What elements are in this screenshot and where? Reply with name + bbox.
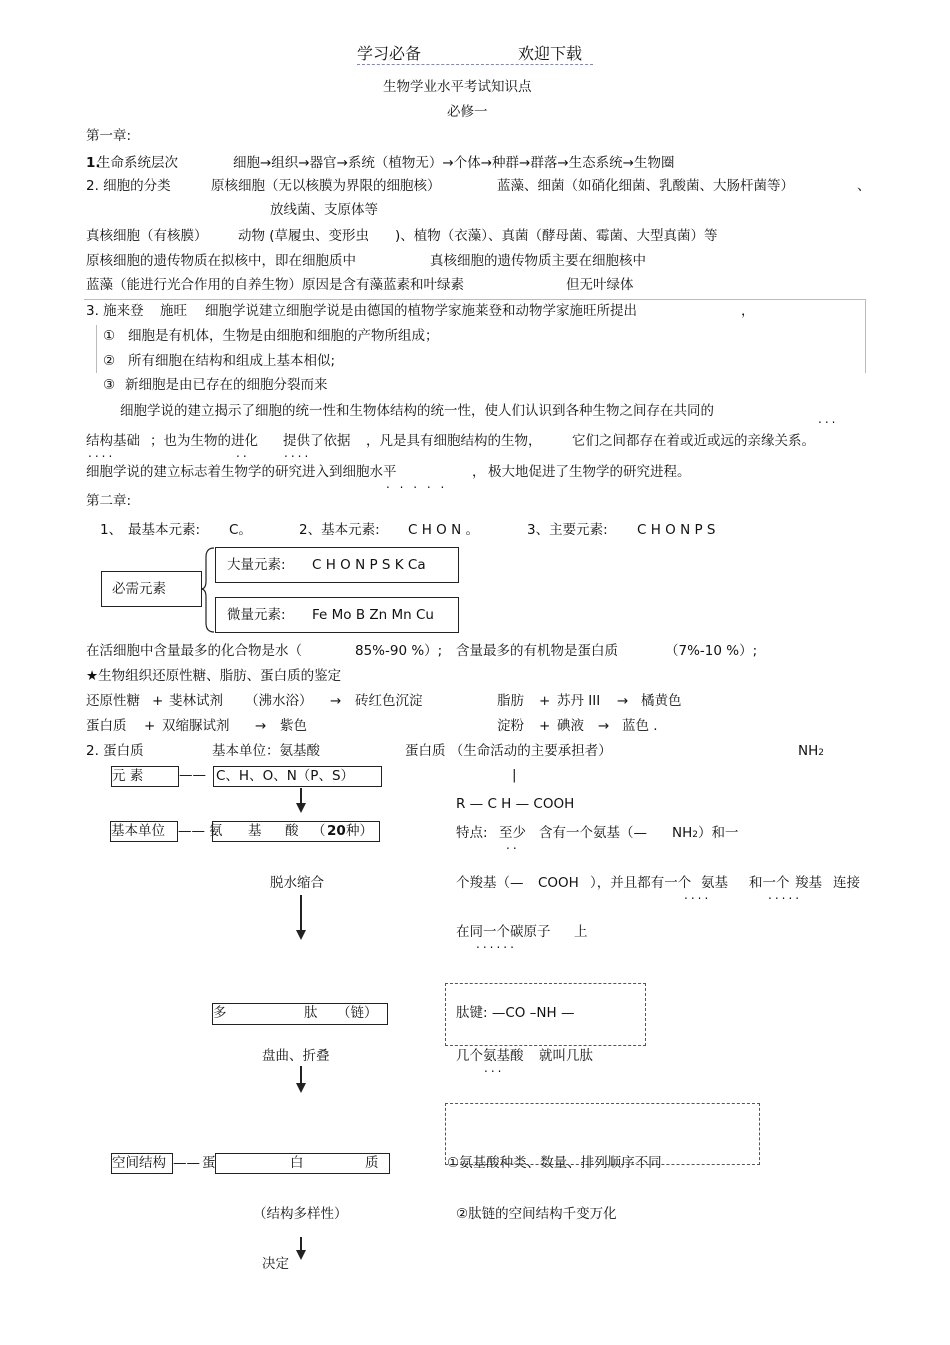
carboxyl-b: COOH [538,875,579,891]
ch1-l6-d: ， [741,303,755,319]
t1-d: （沸水浴） [245,693,313,709]
dehydration-label: 脱水缩合 [270,875,324,891]
t2-c: 双缩脲试剂 [162,718,230,734]
elements-value-box [213,766,382,787]
nh2-text: NH [798,743,819,759]
trace-elements-box [215,597,459,633]
t1-h: + [539,693,551,709]
several-a: 几个氨基酸 [456,1048,524,1064]
trace-elements-label: 微量元素: [227,607,286,623]
ch1-l6-c: 细胞学说建立细胞学说是由德国的植物学家施莱登和动物学家施旺所提出 [205,303,637,319]
ch1-p3-c: 极大地促进了生物学的研究进程。 [488,464,691,480]
carboxyl-g: 连接 [833,875,860,891]
ch1-p2-b: ；也为生物的进化 [150,433,258,449]
t1-g: 脂肪 [497,693,524,709]
major-elements-label: 大量元素: [227,557,286,573]
ch2-e1-c: C。 [229,522,252,538]
ch2-e3-a: 3、主要元素: [527,522,608,538]
chapter-2-heading: 第二章: [86,493,132,509]
ch1-p1: 细胞学说的建立揭示了细胞的统一性和生物体结构的统一性，使人们认识到各种生物之间存在共同的 [120,403,714,419]
unit-val-b: 基 [248,823,262,839]
protein-a: 蛋 [202,1155,216,1171]
prot-a: 2. 蛋白质 [86,743,144,759]
t2-g: + [539,718,551,734]
ch1-p3-b: ， [472,464,486,480]
feature-d [672,825,738,841]
water-d: （7%-10 %）; [665,643,758,659]
t2-h: 碘液 [557,718,584,734]
doc-subtitle: 必修一 [447,104,488,120]
t1-c: 斐林试剂 [169,693,223,709]
table-line-left [96,325,97,373]
table-line-right [865,299,866,373]
feature-c: 含有一个氨基（— [539,825,647,841]
ch1-l3-b: 动物 (草履虫、变形虫 [238,228,370,244]
ch1-l5-a: 蓝藻（能进行光合作用的自养生物）原因是含有藻蓝素和叶绿素 [86,277,464,293]
basic-unit-value-box [209,821,380,842]
ch1-p2-d: ，凡是具有细胞结构的生物， [366,433,542,449]
same-carbon-b: 上 [574,924,588,940]
t1-i: 苏丹 III [557,693,601,709]
reason-2: ②肽链的空间结构千变万化 [456,1206,617,1222]
ch1-l5-b: 但无叶绿体 [566,277,634,293]
t2-e: 紫色 [280,718,307,734]
feature-end: ）和一 [697,825,739,841]
header-left: 学习必备 [357,44,422,63]
protein-c: 质 [365,1155,379,1171]
polypeptide-a: 多 [213,1005,227,1021]
t2-i: → [598,718,610,734]
essential-elements-box [101,571,202,607]
unit-val-e: 20 [327,823,346,839]
ch1-l3-a: 真核细胞（有核膜） [86,228,208,244]
same-carbon-a: 在同一个碳原子 [456,924,551,940]
protein-b: 白 [290,1155,304,1171]
ch1-l3-c: )、植物（衣藻）、真菌（酵母菌、霉菌、大型真菌）等 [395,228,718,244]
ch2-e3-b: C H O N P S [637,522,716,538]
nh2-label [798,743,824,759]
peptide-bond: 肽键: —CO –NH — [456,1005,575,1021]
carboxyl-c: ），并且都有一个 [590,875,692,891]
t2-a: 蛋白质 [86,718,127,734]
ch1-p2-a: 结构基础 [86,433,140,449]
major-elements-box [215,547,459,583]
feature-nh-sub: 2 [692,830,698,840]
basic-unit-box [110,821,178,842]
unit-val-a: 氨 [209,823,223,839]
emphasis-dots: . . . . . [386,477,448,491]
unit-val-d: （ [312,823,326,839]
protein-box [202,1153,390,1174]
arrow-down-icon [296,930,306,940]
several-b: 就叫几肽 [539,1048,593,1064]
header-right: 欢迎下载 [518,44,583,63]
polypeptide-b: 肽 [304,1005,318,1021]
ch1-l6-b: 施旺 [160,303,187,319]
ch2-e2-b: C H O N 。 [408,522,479,538]
water-b: 85%-90 %）; [355,643,443,659]
ch1-item3: 新细胞是由已存在的细胞分裂而来 [125,377,328,393]
t1-j: → [617,693,629,709]
unit-val-c: 酸 [285,823,299,839]
arrow-line [300,1237,302,1251]
amino-formula: R — C H — COOH [456,796,575,812]
basic-unit-dash: —— [178,823,205,839]
ch1-l2-b: 原核细胞（无以核膜为界限的细胞核） [211,178,441,194]
unit-val-f: 种） [346,823,373,839]
prot-b: 基本单位：氨基酸 [212,743,320,759]
formula-bond: | [512,767,517,783]
emphasis-dots: ... [818,412,839,426]
emphasis-dots: .... [88,446,116,460]
ch1-l2-d: 、 [857,178,871,194]
trace-elements-value: Fe Mo B Zn Mn Cu [312,607,434,623]
arrow-down-icon [296,1250,306,1260]
diversity-label: （结构多样性） [253,1206,348,1222]
header-underline [357,64,593,65]
table-line-top [84,299,866,300]
t2-j: 蓝色 . [622,718,658,734]
t1-a: 还原性糖 [86,693,140,709]
ch2-e1-b: 最基本元素: [128,522,201,538]
ch1-item2: 所有细胞在结构和组成上基本相似; [128,353,336,369]
polypeptide-c: （链） [337,1005,378,1021]
reason-1: ①氨基酸种类、数量、排列顺序不同 [447,1155,662,1171]
emphasis-dots: ...... [476,937,517,951]
emphasis-dots: .. [236,446,250,460]
polypeptide-box [212,1003,388,1025]
emphasis-dots: ..... [768,888,803,902]
elements-value: C、H、O、N（P、S） [216,768,355,784]
feature-a: 特点: [456,825,488,841]
arrow-line [300,1066,302,1084]
t2-f: 淀粉 [497,718,524,734]
prot-c: 蛋白质 （生命活动的主要承担者） [405,743,612,759]
ch1-l2-c: 蓝藻、细菌（如硝化细菌、乳酸菌、大肠杆菌等） [497,178,794,194]
feature-nh: NH [672,825,693,841]
emphasis-dots: ... [484,1061,505,1075]
ch1-l4-a: 原核细胞的遗传物质在拟核中，即在细胞质中 [86,253,356,269]
carboxyl-e: 和一个 [749,875,790,891]
feature-b: 至少 [499,825,526,841]
ch2-e2-a: 2、基本元素: [299,522,380,538]
t1-k: 橘黄色 [641,693,682,709]
ch1-l6-a: 3. 施来登 [86,303,144,319]
ch1-p2-e: 它们之间都存在着或近或远的亲缘关系。 [572,433,815,449]
elements-box [111,766,179,787]
spatial-structure-label: 空间结构 [112,1155,166,1171]
ch2-e1-a: 1、 [100,522,123,538]
ch1-p3-a: 细胞学说的建立标志着生物学的研究进入到细胞水平 [86,464,397,480]
essential-elements-label: 必需元素 [112,581,166,597]
ch1-l1-b: 细胞→组织→器官→系统（植物无）→个体→种群→群落→生态系统→生物圈 [233,155,675,171]
t1-f: 砖红色沉淀 [355,693,423,709]
emphasis-dots: .. [506,838,520,852]
t1-e: → [330,693,342,709]
ch1-l2-e: 放线菌、支原体等 [270,202,378,218]
water-c: 含量最多的有机物是蛋白质 [456,643,618,659]
decide-label: 决定 [262,1256,289,1272]
ch1-l1-a: 生命系统层次 [97,155,178,171]
t2-b: + [144,718,156,734]
spatial-dash: —— [173,1155,200,1171]
elements-label: 元 素 [112,768,144,784]
ch1-l1-num: 1. [86,155,101,171]
carboxyl-d: 氨基 [701,875,728,891]
ch1-item3-num: ③ [103,377,116,393]
ch1-l4-b: 真核细胞的遗传物质主要在细胞核中 [430,253,646,269]
t2-d: → [255,718,267,734]
spatial-structure-box [111,1153,173,1174]
elements-dash: —— [179,767,206,783]
arrow-down-icon [296,1083,306,1093]
arrow-line [300,895,302,931]
arrow-down-icon [296,803,306,813]
ch1-item1: 细胞是有机体，生物是由细胞和细胞的产物所组成； [128,328,439,344]
fold-label: 盘曲、折叠 [262,1048,330,1064]
chapter-1-heading: 第一章: [86,128,132,144]
test-heading: ★生物组织还原性糖、脂肪、蛋白质的鉴定 [86,668,342,684]
major-elements-value: C H O N P S K Ca [312,557,426,573]
ch1-item2-num: ② [103,353,116,369]
doc-title: 生物学业水平考试知识点 [383,79,532,95]
arrow-line [300,788,302,804]
basic-unit-label: 基本单位 [111,823,165,839]
ch1-l2-a: 2. 细胞的分类 [86,178,171,194]
nh2-sub: 2 [818,748,824,758]
carboxyl-f: 羧基 [795,875,822,891]
emphasis-dots: .... [684,888,712,902]
ch1-item1-num: ① [103,328,116,344]
t1-b: + [152,693,164,709]
ch1-p2-c: 提供了依据 [283,433,351,449]
carboxyl-a: 个羧基（— [456,875,524,891]
emphasis-dots: .... [284,446,312,460]
water-a: 在活细胞中含量最多的化合物是水（ [86,643,302,659]
